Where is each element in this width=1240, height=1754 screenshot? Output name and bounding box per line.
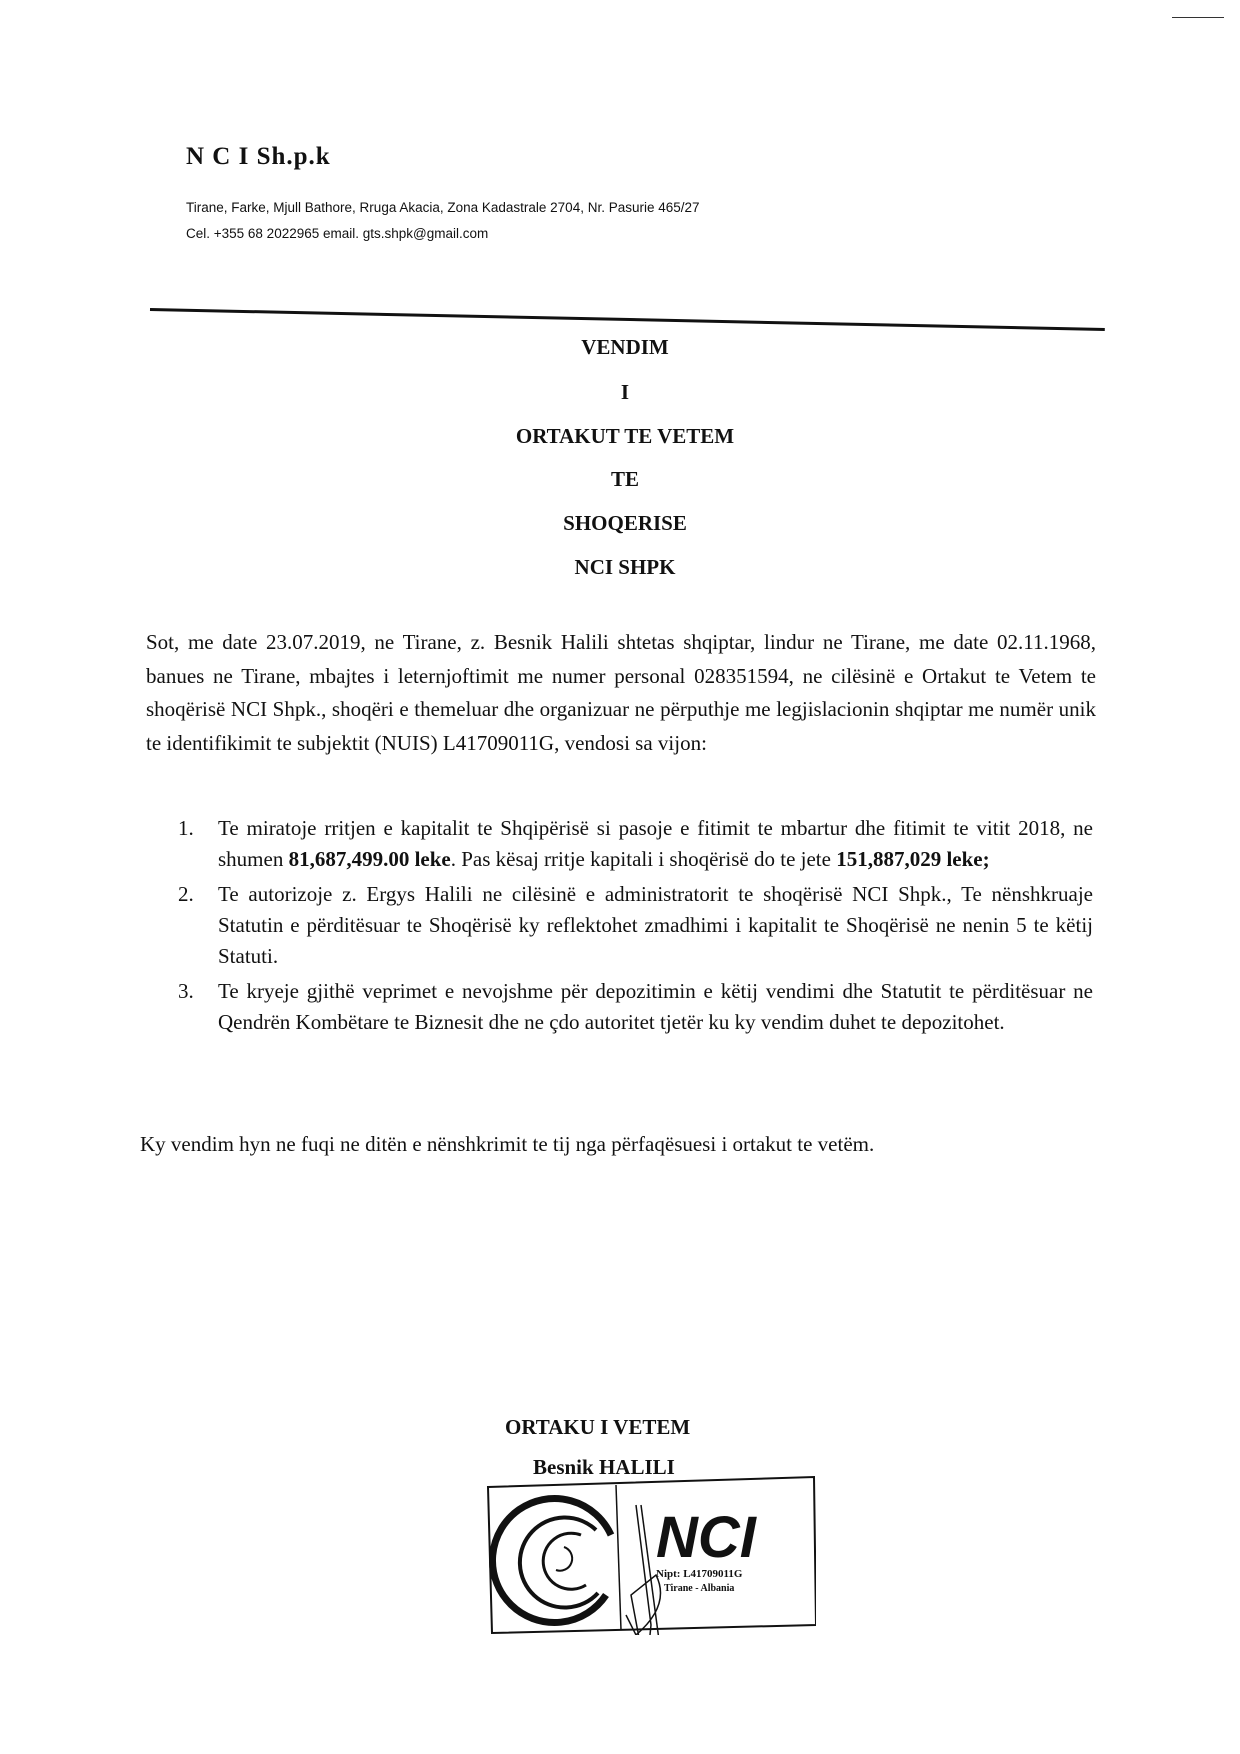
- decision-list: [178, 813, 1093, 1042]
- item-text: Te miratoje rritjen e kapitalit te Shqipërisë si pasoje e fitimit te mbartur dhe fitimit te vitit 2018, ne shumen: [218, 816, 1093, 871]
- title-line: SHOQERISE: [563, 511, 687, 535]
- intro-paragraph: Sot, me date 23.07.2019, ne Tirane, z. Besnik Halili shtetas shqiptar, lindur ne Tirane, me date 02.11.1968, banues ne Tirane, mbajtes i leternjoftimit me numer personal 028351594, ne cilësinë e Ortakut te Vetem te shoqërisë NCI Shpk., shoqëri e themeluar dhe organizuar ne përputhje me legjislacionin shqiptar me numër unik te identifikimit te subjektit (NUIS) L41709011G, vendosi sa vijon:: [146, 630, 1096, 755]
- signatory-title: ORTAKU I VETEM: [505, 1415, 691, 1439]
- amount: 81,687,499.00 leke: [288, 847, 451, 871]
- header-divider: [150, 308, 1105, 331]
- title-line: TE: [610, 467, 639, 491]
- item-number: 3.: [178, 979, 194, 1003]
- stamp-place: Tirane - Albania: [664, 1583, 735, 1594]
- company-address: Tirane, Farke, Mjull Bathore, Rruga Akacia, Zona Kadastrale 2704, Nr. Pasurie 465/27: [186, 200, 700, 215]
- corner-mark: [1172, 17, 1224, 18]
- signatory-name: Besnik HALILI: [533, 1455, 675, 1479]
- company-name: N C I Sh.p.k: [186, 143, 331, 170]
- total-capital: 151,887,029 leke;: [836, 847, 990, 871]
- swirl-logo-icon: [492, 1498, 611, 1622]
- title-line: VENDIM: [581, 335, 669, 359]
- closing-statement: Ky vendim hyn ne fuqi ne ditën e nënshkrimit te tij nga përfaqësuesi i ortakut te vetëm.: [140, 1132, 875, 1156]
- company-stamp: [486, 1475, 816, 1635]
- decision-item: [178, 976, 1093, 1038]
- item-text: . Pas kësaj rritje kapitali i shoqërisë do te jete: [450, 847, 837, 871]
- item-number: 2.: [178, 882, 194, 906]
- item-text: Te autorizoje z. Ergys Halili ne cilësinë e administratorit te shoqërisë NCI Shpk., Te nënshkruaje Statutin e përditësuar te Shoqërisë ky reflektohet zmadhimi i kapitalit te Shoqërisë ne nenin 5 te këtij Statuti.: [218, 882, 1093, 968]
- item-number: 1.: [178, 816, 194, 840]
- company-contact: Cel. +355 68 2022965 email. gts.shpk@gmail.com: [186, 226, 489, 241]
- decision-item: [178, 813, 1093, 875]
- stamp-nipt: Nipt: L41709011G: [656, 1568, 743, 1580]
- title-line: NCI SHPK: [574, 555, 676, 579]
- title-line: I: [620, 380, 630, 404]
- decision-item: [178, 879, 1093, 972]
- title-line: ORTAKUT TE VETEM: [515, 424, 735, 448]
- item-text: Te kryeje gjithë veprimet e nevojshme për depozitimin e këtij vendimi dhe Statutit te përditësuar ne Qendrën Kombëtare te Biznesit dhe ne çdo autoritet tjetër ku ky vendim duhet te depozitohet.: [218, 979, 1093, 1034]
- stamp-logo: NCI: [656, 1505, 756, 1570]
